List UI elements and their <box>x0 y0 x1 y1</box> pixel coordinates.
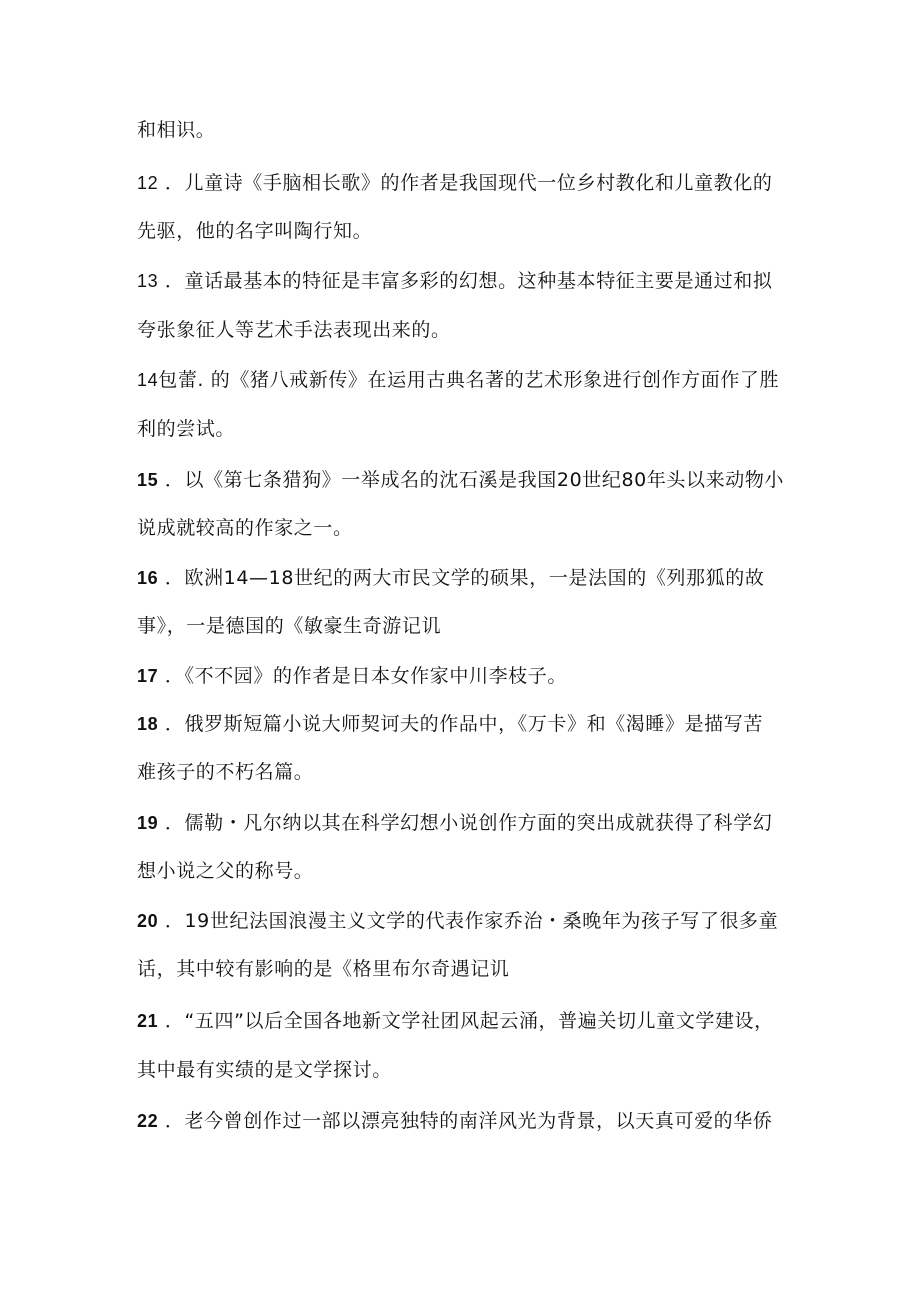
item-number: 16 <box>137 568 159 588</box>
item-number: 19 <box>137 813 159 833</box>
item-text: 先驱，他的名字叫陶行知。 <box>137 220 373 242</box>
item-text: 难孩子的不朽名篇。 <box>137 761 314 783</box>
item-text: 话，其中较有影响的是《格里布尔奇遇记讥 <box>137 958 510 980</box>
list-item-16 <box>137 565 797 591</box>
text-line <box>137 117 797 143</box>
item-number: 17 <box>137 666 159 686</box>
list-item-21 <box>137 1008 797 1034</box>
item-text: 说成就较高的作家之一。 <box>137 517 353 539</box>
item-text: ．《不不园》的作者是日本女作家中川李枝子。 <box>158 665 567 687</box>
text-line <box>137 515 797 541</box>
text-line <box>137 759 797 785</box>
item-number: 22 <box>137 1111 159 1131</box>
item-text: 夸张象征人等艺术手法表现出来的。 <box>137 319 451 341</box>
text-line <box>137 956 797 982</box>
list-item-14 <box>137 367 797 393</box>
text-line <box>137 317 797 343</box>
list-item-20 <box>137 908 797 934</box>
text-line <box>137 218 797 244</box>
item-number: 14 <box>137 370 159 390</box>
item-number: 18 <box>137 714 159 734</box>
list-item-17 <box>137 663 797 689</box>
item-text: ．儒勒・凡尔纳以其在科学幻想小说创作方面的突出成就获得了科学幻 <box>158 812 773 834</box>
text-line <box>137 613 797 639</box>
item-number: 20 <box>137 911 159 931</box>
text-line <box>137 858 797 884</box>
list-item-19 <box>137 810 797 836</box>
list-item-13 <box>137 268 797 294</box>
list-item-15 <box>137 467 797 493</box>
item-text: ．童话最基本的特征是丰富多彩的幻想。这种基本特征主要是通过和拟 <box>158 270 773 292</box>
item-text: ．俄罗斯短篇小说大师契诃夫的作品中，《万卡》和《渴睡》是描写苦 <box>158 713 763 735</box>
item-text: 包蕾. 的《猪八戒新传》在运用古典名著的艺术形象进行创作方面作了胜 <box>158 369 780 391</box>
list-item-12 <box>137 170 797 196</box>
item-number: 12 <box>137 173 159 193</box>
item-number: 21 <box>137 1011 159 1031</box>
text-line <box>137 416 797 442</box>
item-text: ．欧洲14—18世纪的两大市民文学的硕果，一是法国的《列那狐的故 <box>158 567 765 589</box>
list-item-22 <box>137 1108 797 1134</box>
item-text: ．“五四”以后全国各地新文学社团风起云涌，普遍关切儿童文学建设， <box>158 1010 774 1032</box>
item-text: 事》，一是德国的《敏豪生奇游记讥 <box>137 615 442 637</box>
list-item-18 <box>137 711 797 737</box>
item-text: ．儿童诗《手脑相长歌》的作者是我国现代一位乡村教化和儿童教化的 <box>158 172 773 194</box>
item-text: ．老今曾创作过一部以漂亮独特的南洋风光为背景，以天真可爱的华侨 <box>158 1110 773 1132</box>
item-number: 13 <box>137 271 159 291</box>
item-text: 想小说之父的称号。 <box>137 860 314 882</box>
text-line <box>137 1057 797 1083</box>
text-segment: 和相识。 <box>137 119 216 141</box>
item-text: ．以《第七条猎狗》一举成名的沈石溪是我国20世纪80年头以来动物小 <box>158 469 785 491</box>
item-number: 15 <box>137 470 159 490</box>
item-text: 利的尝试。 <box>137 418 236 440</box>
item-text: 其中最有实绩的是文学探讨。 <box>137 1059 392 1081</box>
item-text: ．19世纪法国浪漫主义文学的代表作家乔治・桑晚年为孩子写了很多童 <box>158 910 779 932</box>
